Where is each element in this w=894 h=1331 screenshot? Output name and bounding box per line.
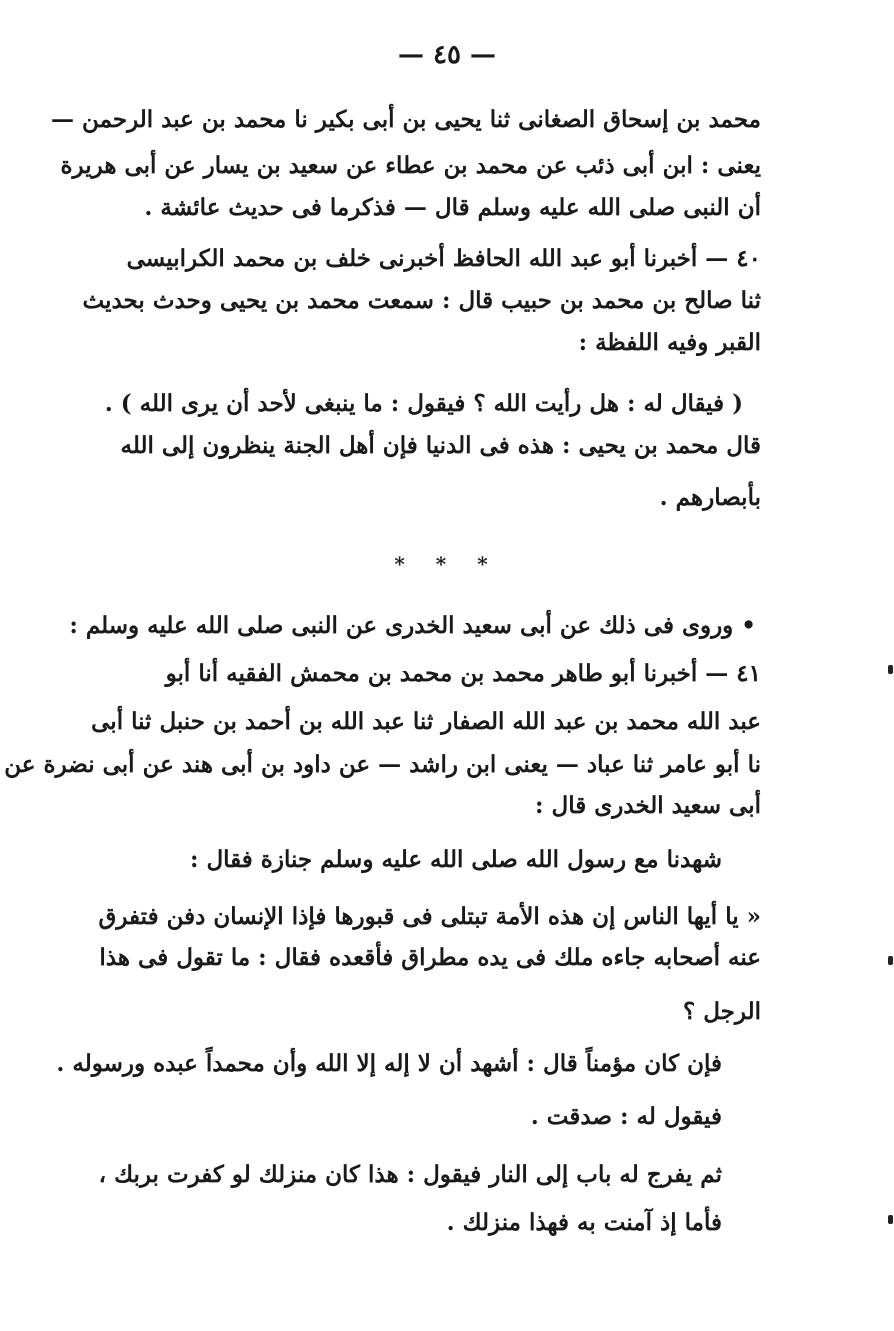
text-line: أبى سعيد الخدرى قال : bbox=[534, 792, 761, 819]
text-line: ثم يفرج له باب إلى النار فيقول : هذا كان منزلك لو كفرت بربك ، bbox=[98, 1161, 722, 1188]
text-line: ٤١ — أخبرنا أبو طاهر محمد بن محمد بن محمش الفقيه أنا أبو bbox=[165, 660, 761, 687]
text-line: فيقول له : صدقت . bbox=[530, 1103, 722, 1130]
scan-mark bbox=[888, 665, 893, 674]
text-line: عنه أصحابه جاءه ملك فى يده مطراق فأقعده فقال : ما تقول فى هذا bbox=[99, 944, 761, 971]
text-line: يعنى : ابن أبى ذئب عن محمد بن عطاء عن سعيد بن يسار عن أبى هريرة bbox=[60, 152, 761, 179]
text-line: نا أبو عامر ثنا عباد — يعنى ابن راشد — عن داود بن أبى هند عن أبى نضرة عن bbox=[4, 751, 761, 778]
text-line: • وروى فى ذلك عن أبى سعيد الخدرى عن النبى صلى الله عليه وسلم : bbox=[69, 612, 756, 639]
text-line: بأبصارهم . bbox=[659, 484, 761, 511]
section-separator: * * * bbox=[394, 552, 500, 576]
text-line: فأما إذ آمنت به فهذا منزلك . bbox=[446, 1209, 722, 1236]
text-line: فإن كان مؤمناً قال : أشهد أن لا إله إلا الله وأن محمداً عبده ورسوله . bbox=[56, 1050, 722, 1077]
text-line: أن النبى صلى الله عليه وسلم قال — فذكرما فى حديث عائشة . bbox=[144, 194, 761, 221]
text-line: ٤٠ — أخبرنا أبو عبد الله الحافظ أخبرنى خلف بن محمد الكرابيسى bbox=[126, 245, 761, 272]
text-line: ثنا صالح بن محمد بن حبيب قال : سمعت محمد بن يحيى وحدث بحديث bbox=[82, 287, 761, 314]
text-line: محمد بن إسحاق الصغانى ثنا يحيى بن أبى بكير نا محمد بن عبد الرحمن — bbox=[51, 106, 761, 133]
scan-mark bbox=[888, 956, 893, 965]
text-line: القبر وفيه اللفظة : bbox=[578, 329, 761, 356]
text-line: « يا أيها الناس إن هذه الأمة تبتلى فى قبورها فإذا الإنسان دفن فتفرق bbox=[98, 903, 761, 930]
text-line: ( فيقال له : هل رأيت الله ؟ فيقول : ما ينبغى لأحد أن يرى الله ) . bbox=[104, 390, 743, 417]
text-line: شهدنا مع رسول الله صلى الله عليه وسلم جنازة فقال : bbox=[189, 846, 722, 873]
page-number: — ٤٥ — bbox=[397, 40, 497, 70]
text-line: الرجل ؟ bbox=[683, 998, 761, 1025]
text-line: قال محمد بن يحيى : هذه فى الدنيا فإن أهل الجنة ينظرون إلى الله bbox=[120, 432, 761, 459]
scan-mark bbox=[888, 1215, 893, 1224]
text-line: عبد الله محمد بن عبد الله الصفار ثنا عبد الله بن أحمد بن حنبل ثنا أبى bbox=[91, 708, 761, 735]
